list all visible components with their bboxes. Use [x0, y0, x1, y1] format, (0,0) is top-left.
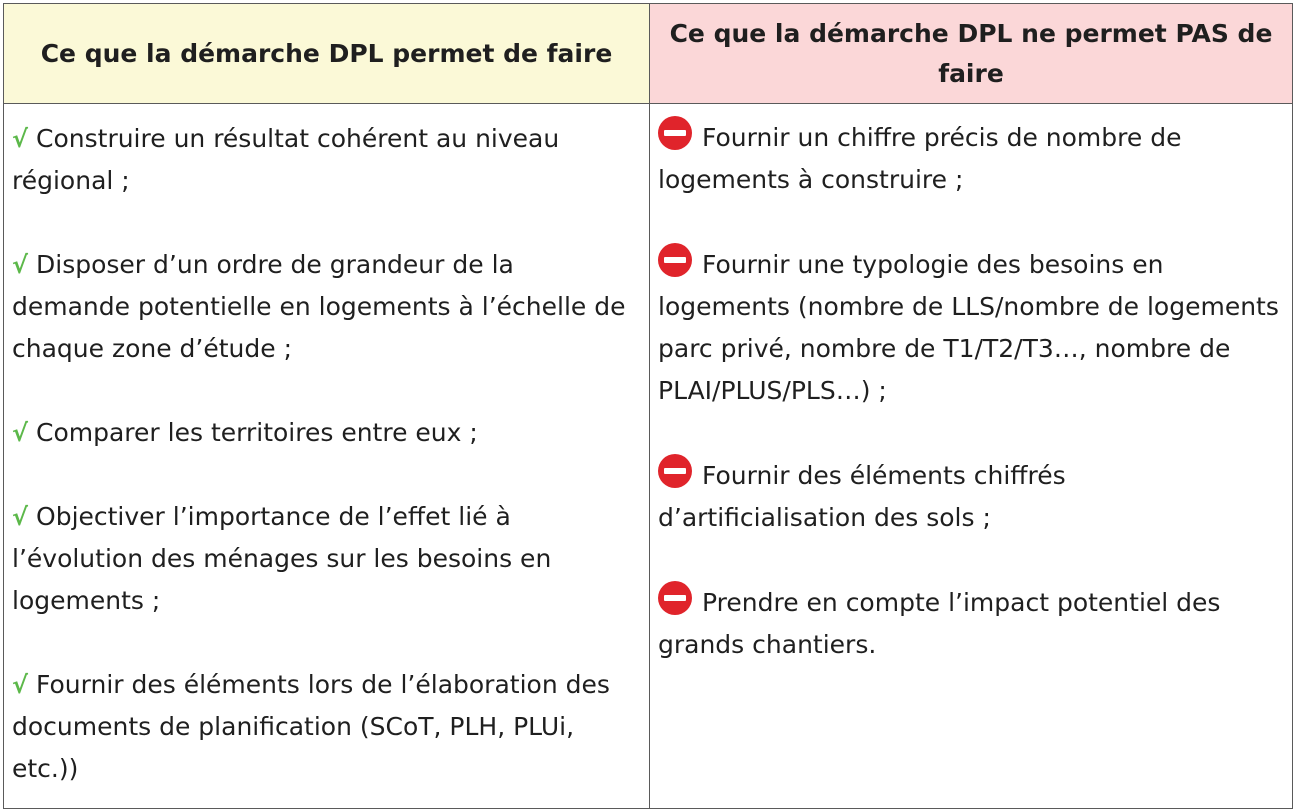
check-icon: √ [12, 419, 29, 447]
cannot-do-item-text: Fournir une typologie des besoins en logements (nombre de LLS/nombre de logements parc privé, nombre de T1/T2/T3…, nombre de PLAI/PLUS/PLS…) ; [658, 250, 1279, 405]
comparison-table [3, 3, 1293, 809]
cannot-do-item-2 [658, 243, 1280, 412]
header-cannot-do: Ce que la démarche DPL ne permet PAS de faire [650, 4, 1292, 103]
cannot-do-item-4 [658, 581, 1280, 666]
can-do-item-text: Fournir des éléments lors de l’élaboration des documents de planification (SCoT, PLH, PLUi, etc.)) [12, 670, 610, 783]
no-entry-icon [658, 243, 692, 277]
cannot-do-item-text: Fournir un chiffre précis de nombre de logements à construire ; [658, 123, 1182, 194]
can-do-item-4 [12, 496, 639, 622]
no-entry-icon [658, 116, 692, 150]
no-entry-icon [658, 581, 692, 615]
can-do-item-text: Objectiver l’importance de l’effet lié à l’évolution des ménages sur les besoins en logements ; [12, 502, 552, 615]
table-body-row [4, 104, 1292, 808]
can-do-item-1 [12, 118, 639, 202]
header-can-do: Ce que la démarche DPL permet de faire [4, 4, 650, 103]
can-do-item-3 [12, 412, 639, 454]
can-do-item-2 [12, 244, 639, 370]
check-icon: √ [12, 251, 29, 279]
can-do-item-text: Comparer les territoires entre eux ; [36, 418, 478, 447]
cannot-do-item-1 [658, 116, 1280, 201]
check-icon: √ [12, 125, 29, 153]
cannot-do-item-text: Prendre en compte l’impact potentiel des grands chantiers. [658, 588, 1221, 659]
can-do-item-text: Disposer d’un ordre de grandeur de la demande potentielle en logements à l’échelle de chaque zone d’étude ; [12, 250, 626, 363]
cannot-do-item-3 [658, 454, 1280, 539]
can-do-item-text: Construire un résultat cohérent au niveau régional ; [12, 124, 560, 195]
no-entry-icon [658, 454, 692, 488]
can-do-item-5 [12, 664, 639, 790]
check-icon: √ [12, 671, 29, 699]
cannot-do-item-text: Fournir des éléments chiffrés d’artificialisation des sols ; [658, 461, 1066, 532]
cannot-do-column [650, 104, 1292, 808]
can-do-column [4, 104, 650, 808]
table-header-row [4, 4, 1292, 104]
check-icon: √ [12, 503, 29, 531]
